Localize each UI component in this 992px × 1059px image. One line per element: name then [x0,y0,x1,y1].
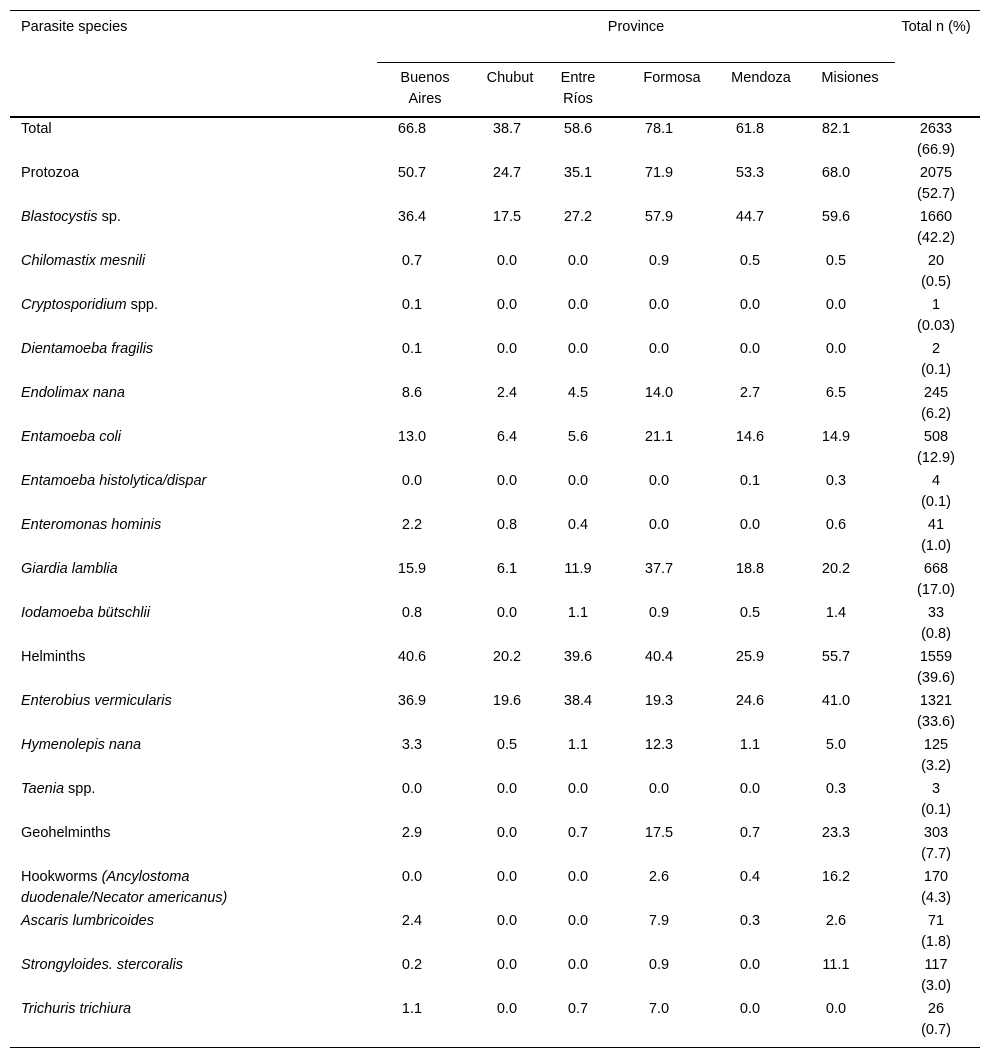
row-value-chubut: 0.0 [496,913,518,929]
species-name: Enteromonas hominis [21,517,162,533]
row-value-buenos-aires: 40.6 [397,649,427,665]
row-value-mendoza: 0.4 [739,869,761,885]
row-value-buenos-aires: 36.4 [397,209,427,225]
species-name-suffix: spp. [126,297,159,313]
row-species-name [21,427,361,448]
row-species-name [21,559,361,580]
row-species-name [21,779,361,800]
row-value-entre-ríos: 1.1 [567,605,589,621]
total-percent: (0.1) [921,494,951,510]
row-value-misiones: 20.2 [821,561,851,577]
row-value-chubut: 0.0 [496,341,518,357]
total-column-header: Total n (%) [901,19,971,35]
species-name: Geohelminths [21,825,111,841]
row-value-chubut: 0.0 [496,957,518,973]
row-total [896,779,976,821]
species-name-italic: (Ancylostoma duodenale/Necator americanus) [21,869,228,906]
species-name: Entamoeba coli [21,429,121,445]
row-value-mendoza: 18.8 [735,561,765,577]
row-species-name [21,955,361,976]
row-species-name [21,823,361,844]
row-species-name [21,163,361,184]
row-value-chubut: 20.2 [492,649,522,665]
row-value-misiones: 16.2 [821,869,851,885]
row-value-misiones: 11.1 [822,957,850,973]
total-count: 508 [923,429,949,445]
row-value-entre-ríos: 0.0 [567,297,589,313]
row-value-buenos-aires: 8.6 [401,385,423,401]
row-value-chubut: 17.5 [492,209,522,225]
total-count: 303 [923,825,949,841]
row-value-buenos-aires: 2.9 [401,825,423,841]
row-value-mendoza: 14.6 [735,429,765,445]
row-value-entre-ríos: 0.4 [567,517,589,533]
row-value-buenos-aires: 15.9 [397,561,427,577]
row-total [896,911,976,953]
row-value-entre-ríos: 0.0 [567,913,589,929]
total-percent: (0.8) [921,626,951,642]
row-value-mendoza: 24.6 [735,693,765,709]
row-value-formosa: 57.9 [644,209,674,225]
row-value-formosa: 0.0 [648,341,670,357]
species-name-suffix: sp. [97,209,121,225]
row-value-entre-ríos: 0.7 [567,1001,589,1017]
row-value-buenos-aires: 0.0 [401,473,423,489]
row-total [896,603,976,645]
row-value-formosa: 14.0 [644,385,674,401]
row-value-entre-ríos: 0.0 [567,341,589,357]
row-value-buenos-aires: 0.0 [401,869,423,885]
species-name: Strongyloides. stercoralis [21,957,183,973]
row-value-formosa: 2.6 [648,869,670,885]
row-value-buenos-aires: 50.7 [397,165,427,181]
species-name: Enterobius vermicularis [21,693,172,709]
row-species-name [21,383,361,404]
total-percent: (52.7) [917,186,955,202]
row-value-mendoza: 0.0 [739,341,761,357]
province-header-mendoza: Mendoza [731,70,791,86]
row-species-name [21,119,361,140]
row-value-entre-ríos: 0.0 [567,473,589,489]
row-total [896,999,976,1041]
row-value-buenos-aires: 0.2 [401,957,423,973]
total-count: 1660 [919,209,953,225]
row-value-chubut: 38.7 [492,121,522,137]
province-header-entre-rios: Entre Ríos [560,70,596,107]
row-value-chubut: 2.4 [496,385,518,401]
row-total [896,559,976,601]
total-count: 26 [927,1001,945,1017]
row-total [896,163,976,205]
total-percent: (0.5) [921,274,951,290]
total-percent: (0.03) [917,318,955,334]
row-value-mendoza: 0.5 [739,253,761,269]
province-header-chubut: Chubut [486,70,534,86]
row-value-buenos-aires: 0.0 [401,781,423,797]
row-value-misiones: 0.0 [825,297,847,313]
total-count: 41 [927,517,945,533]
row-value-buenos-aires: 0.1 [401,341,423,357]
row-species-name [21,647,361,668]
row-value-misiones: 55.7 [821,649,851,665]
total-percent: (0.7) [921,1022,951,1038]
total-percent: (42.2) [917,230,955,246]
species-name: Hookworms [21,869,102,885]
row-value-formosa: 0.0 [648,781,670,797]
row-total [896,735,976,777]
row-total [896,515,976,557]
row-value-chubut: 0.5 [496,737,518,753]
province-header-formosa: Formosa [643,70,701,86]
row-value-misiones: 14.9 [821,429,851,445]
row-value-entre-ríos: 27.2 [563,209,593,225]
species-name: Iodamoeba bütschlii [21,605,150,621]
row-value-formosa: 0.0 [648,473,670,489]
row-value-entre-ríos: 35.1 [563,165,593,181]
row-value-mendoza: 44.7 [735,209,765,225]
row-species-name [21,295,361,316]
total-count: 170 [923,869,949,885]
row-value-buenos-aires: 0.1 [401,297,423,313]
row-value-buenos-aires: 13.0 [397,429,427,445]
species-name: Hymenolepis nana [21,737,142,753]
row-value-entre-ríos: 58.6 [563,121,593,137]
total-count: 1 [931,297,941,313]
total-percent: (7.7) [921,846,951,862]
total-percent: (4.3) [921,890,951,906]
row-value-mendoza: 0.0 [739,781,761,797]
row-value-formosa: 37.7 [644,561,674,577]
total-percent: (6.2) [921,406,951,422]
row-value-formosa: 0.9 [648,957,670,973]
row-value-mendoza: 0.7 [739,825,761,841]
row-total [896,427,976,469]
row-total [896,339,976,381]
row-value-entre-ríos: 0.0 [567,253,589,269]
species-name: Cryptosporidium [21,297,127,313]
province-header-buenos-aires: Buenos Aires [400,70,450,107]
row-value-buenos-aires: 0.7 [401,253,423,269]
row-value-formosa: 19.3 [644,693,674,709]
species-name: Blastocystis [21,209,98,225]
species-name: Dientamoeba fragilis [21,341,154,357]
row-total [896,691,976,733]
row-value-formosa: 7.0 [648,1001,670,1017]
province-column-header: Province [607,19,665,35]
row-species-name [21,603,361,624]
row-value-misiones: 59.6 [821,209,851,225]
row-species-name [21,515,361,536]
total-count: 2075 [919,165,953,181]
row-value-entre-ríos: 0.7 [567,825,589,841]
row-value-misiones: 68.0 [821,165,851,181]
row-value-formosa: 40.4 [644,649,674,665]
total-percent: (33.6) [917,714,955,730]
row-value-buenos-aires: 2.4 [401,913,423,929]
row-value-entre-ríos: 0.0 [567,957,589,973]
total-count: 668 [923,561,949,577]
row-value-mendoza: 2.7 [739,385,761,401]
row-value-misiones: 5.0 [825,737,847,753]
row-value-chubut: 0.0 [496,473,518,489]
row-value-misiones: 41.0 [821,693,851,709]
row-value-mendoza: 0.3 [739,913,761,929]
row-value-chubut: 0.0 [496,781,518,797]
row-value-misiones: 0.0 [825,1001,847,1017]
total-count: 1321 [919,693,953,709]
province-header-misiones: Misiones [821,70,879,86]
row-value-formosa: 0.9 [648,605,670,621]
row-species-name [21,251,361,272]
table-top-rule [10,10,980,11]
row-value-misiones: 6.5 [825,385,847,401]
species-name: Taenia [21,781,65,797]
row-value-buenos-aires: 2.2 [401,517,423,533]
row-value-misiones: 1.4 [825,605,847,621]
header-bottom-rule [10,116,980,118]
row-value-mendoza: 25.9 [735,649,765,665]
row-value-misiones: 0.3 [825,473,847,489]
row-value-chubut: 0.0 [496,1001,518,1017]
row-value-formosa: 0.0 [648,517,670,533]
total-percent: (0.1) [921,802,951,818]
row-value-chubut: 6.4 [496,429,518,445]
total-count: 245 [923,385,949,401]
row-value-mendoza: 1.1 [739,737,761,753]
total-count: 4 [931,473,941,489]
row-total [896,955,976,997]
row-value-mendoza: 61.8 [735,121,765,137]
row-value-mendoza: 0.5 [739,605,761,621]
total-count: 1559 [919,649,953,665]
species-name: Ascaris lumbricoides [21,913,154,929]
total-percent: (3.0) [921,978,951,994]
total-count: 20 [927,253,945,269]
row-species-name [21,999,361,1020]
row-total [896,295,976,337]
row-value-buenos-aires: 1.1 [401,1001,423,1017]
row-value-chubut: 0.0 [496,825,518,841]
row-species-name [21,911,361,932]
row-total [896,207,976,249]
row-value-misiones: 82.1 [821,121,851,137]
row-value-chubut: 0.8 [496,517,518,533]
row-value-entre-ríos: 5.6 [567,429,589,445]
row-total [896,823,976,865]
row-value-chubut: 0.0 [496,253,518,269]
row-value-chubut: 19.6 [492,693,522,709]
row-value-buenos-aires: 36.9 [397,693,427,709]
row-value-buenos-aires: 0.8 [401,605,423,621]
row-value-chubut: 0.0 [496,605,518,621]
row-value-mendoza: 0.0 [739,957,761,973]
row-value-misiones: 23.3 [821,825,851,841]
total-count: 2 [931,341,941,357]
total-percent: (66.9) [917,142,955,158]
row-value-chubut: 0.0 [496,869,518,885]
row-value-misiones: 2.6 [825,913,847,929]
total-count: 3 [931,781,941,797]
row-total [896,471,976,513]
total-percent: (3.2) [921,758,951,774]
total-count: 125 [923,737,949,753]
row-value-entre-ríos: 0.0 [567,781,589,797]
row-value-entre-ríos: 11.9 [564,561,592,577]
total-percent: (1.8) [921,934,951,950]
species-name: Trichuris trichiura [21,1001,132,1017]
total-percent: (17.0) [917,582,955,598]
row-value-formosa: 17.5 [644,825,674,841]
row-species-name [21,867,271,909]
species-column-header: Parasite species [21,19,128,35]
row-value-mendoza: 0.0 [739,297,761,313]
species-name: Total [21,121,52,137]
row-total [896,251,976,293]
row-value-buenos-aires: 3.3 [401,737,423,753]
total-count: 33 [927,605,945,621]
row-species-name [21,691,361,712]
row-value-formosa: 12.3 [644,737,674,753]
species-name-suffix: spp. [64,781,96,797]
total-percent: (0.1) [921,362,951,378]
row-value-chubut: 24.7 [492,165,522,181]
species-name: Chilomastix mesnili [21,253,146,269]
row-value-entre-ríos: 4.5 [567,385,589,401]
row-value-mendoza: 0.0 [739,517,761,533]
row-species-name [21,339,361,360]
province-underline [377,62,895,63]
species-name: Helminths [21,649,86,665]
row-value-formosa: 71.9 [644,165,674,181]
row-value-misiones: 0.0 [825,341,847,357]
row-value-formosa: 7.9 [648,913,670,929]
row-value-formosa: 0.9 [648,253,670,269]
total-percent: (12.9) [917,450,955,466]
total-percent: (1.0) [921,538,951,554]
row-value-chubut: 0.0 [496,297,518,313]
row-value-mendoza: 53.3 [735,165,765,181]
row-value-entre-ríos: 38.4 [563,693,593,709]
row-value-formosa: 0.0 [648,297,670,313]
row-total [896,867,976,909]
row-value-misiones: 0.3 [825,781,847,797]
species-name: Entamoeba histolytica/dispar [21,473,207,489]
species-name: Protozoa [21,165,80,181]
row-value-entre-ríos: 0.0 [567,869,589,885]
row-value-mendoza: 0.1 [739,473,761,489]
row-species-name [21,471,361,492]
species-name: Giardia lamblia [21,561,118,577]
row-value-buenos-aires: 66.8 [397,121,427,137]
species-name: Endolimax nana [21,385,125,401]
row-total [896,383,976,425]
row-species-name [21,207,361,228]
row-total [896,119,976,161]
row-value-formosa: 21.1 [644,429,674,445]
row-value-mendoza: 0.0 [739,1001,761,1017]
row-total [896,647,976,689]
row-value-entre-ríos: 1.1 [567,737,589,753]
total-count: 2633 [919,121,953,137]
row-species-name [21,735,361,756]
row-value-chubut: 6.1 [496,561,518,577]
total-count: 117 [924,957,948,973]
row-value-misiones: 0.6 [825,517,847,533]
row-value-entre-ríos: 39.6 [563,649,593,665]
total-count: 71 [927,913,945,929]
total-percent: (39.6) [917,670,955,686]
table-bottom-rule [10,1047,980,1048]
row-value-misiones: 0.5 [825,253,847,269]
row-value-formosa: 78.1 [644,121,674,137]
